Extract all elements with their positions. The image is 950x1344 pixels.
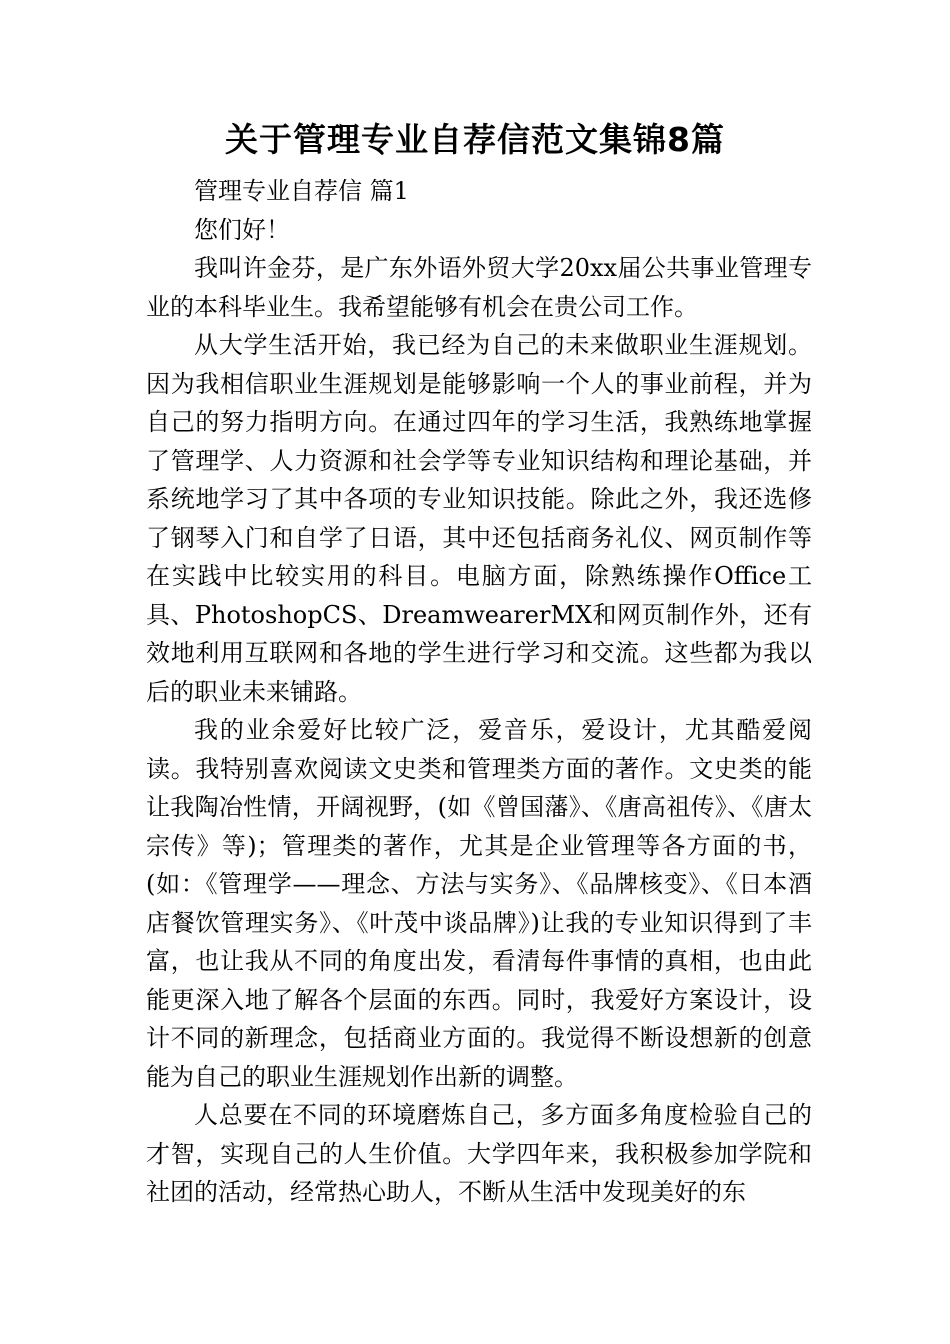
document-title: 关于管理专业自荐信范文集锦8篇 <box>225 120 725 159</box>
section-heading: 管理专业自荐信 篇1 <box>194 177 409 205</box>
paragraph-activities: 人总要在不同的环境磨炼自己，多方面多角度检验自己的才智，实现自己的人生价值。大学四年来，我积极参加学院和社团的活动，经常热心助人，不断从生活中发现美好的东 <box>146 1101 812 1206</box>
paragraph-introduction: 我叫许金芬，是广东外语外贸大学20xx届公共事业管理专业的本科毕业生。我希望能够有机会在贵公司工作。 <box>146 254 812 321</box>
greeting: 您们好！ <box>194 215 290 244</box>
paragraph-hobbies: 我的业余爱好比较广泛，爱音乐，爱设计，尤其酷爱阅读。我特别喜欢阅读文史类和管理类方面的著作。文史类的能让我陶冶性情，开阔视野，(如《曾国藩》、《唐高祖传》、《唐太宗传》等)；管理类的著作，尤其是企业管理等各方面的书，(如：《管理学——理念、方法与实务》、《品牌核变》、《日本酒店餐饮管理实务》、《叶茂中谈品牌》)让我的专业知识得到了丰富，也让我从不同的角度出发，看清每件事情的真相，也由此能更深入地了解各个层面的东西。同时，我爱好方案设计，设计不同的新理念，包括商业方面的。我觉得不断设想新的创意能为自己的职业生涯规划作出新的调整。 <box>146 716 812 1091</box>
document-body <box>146 172 812 1212</box>
paragraph-career-planning: 从大学生活开始，我已经为自己的未来做职业生涯规划。因为我相信职业生涯规划是能够影响一个人的事业前程，并为自己的努力指明方向。在通过四年的学习生活，我熟练地掌握了管理学、人力资源和社会学等专业知识结构和理论基础，并系统地学习了其中各项的专业知识技能。除此之外，我还选修了钢琴入门和自学了日语，其中还包括商务礼仪、网页制作等在实践中比较实用的科目。电脑方面，除熟练操作Office工具、PhotoshopCS、DreamwearerMX和网页制作外，还有效地利用互联网和各地的学生进行学习和交流。这些都为我以后的职业未来铺路。 <box>146 331 812 706</box>
